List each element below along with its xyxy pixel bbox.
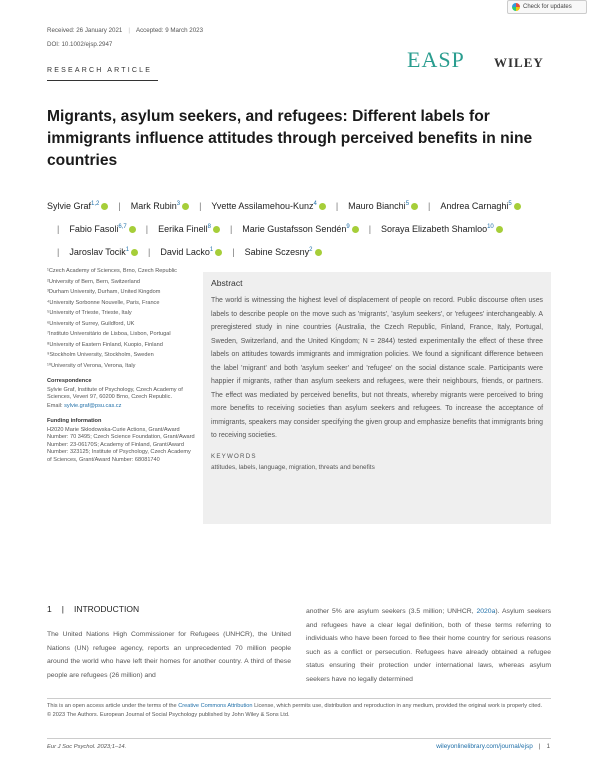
article-type: RESEARCH ARTICLE <box>47 67 153 74</box>
author[interactable] <box>381 224 503 234</box>
author-name: Mark Rubin <box>130 201 177 211</box>
author-separator: | <box>335 201 339 211</box>
email-label: Email: <box>47 402 63 409</box>
orcid-icon[interactable] <box>352 226 359 233</box>
affiliation: ²University of Bern, Bern, Switzerland <box>47 278 140 285</box>
section-heading <box>47 604 139 614</box>
affiliation: ⁵University of Trieste, Trieste, Italy <box>47 310 132 316</box>
orcid-icon[interactable] <box>129 226 136 233</box>
affiliation-list <box>47 268 197 370</box>
check-for-updates-button[interactable] <box>507 0 587 14</box>
author[interactable] <box>69 224 135 234</box>
email-link[interactable]: sylvie.graf@psu.cas.cz <box>64 402 122 409</box>
affiliation: ⁸University of Eastern Finland, Kuopio, Finland <box>47 341 163 348</box>
correspondence-heading: Correspondence <box>47 378 92 384</box>
author-separator: | <box>232 247 235 257</box>
easp-logo: EASP <box>407 47 465 72</box>
author-list <box>47 194 552 263</box>
orcid-icon[interactable] <box>101 203 108 210</box>
author-affiliation-sup: 1,2 <box>91 201 100 207</box>
author-separator: | <box>428 201 431 211</box>
author-separator: | <box>368 224 372 234</box>
email-line <box>47 403 197 411</box>
author-affiliation-sup: 1 <box>125 247 130 253</box>
funding-heading: Funding information <box>47 418 102 424</box>
keywords-text: attitudes, labels, language, migration, threats and benefits <box>211 463 375 471</box>
author[interactable] <box>242 224 358 234</box>
orcid-icon[interactable] <box>315 249 322 256</box>
abstract-text: The world is witnessing the highest level of displacement of people on record. Public discourse often uses labels to describe people on the move such as 'migrants', 'asylum seekers', or 'refugees' interchangeably. A preregistered study in nine countries (Australia, the Czech Republic, Finland, France, Italy, Portugal, Sweden, Switzerland, and the United Kingdom; N = 2844) tested experimentally the effect of these three labels on attitudes towards immigrants and immigration policies. We found a significant difference between the label 'migrant' and both 'asylum seeker' and 'refugee' on the social distance scale. Participants were happier if migrants, rather than asylum seekers and refugees, were their neighbours, friends, or partners. The effect was mediated by perceived benefits, but not threats, whereby migrants were perceived to bring more benefits to receiving societies than asylum seekers and refugees. To increase the acceptance of immigrants, speakers may consider specifying the given group and emphasize benefits that immigrants bring to receiving societies. <box>211 297 543 439</box>
citation-link[interactable]: 2020a <box>476 608 496 615</box>
footer-right <box>436 743 550 750</box>
affiliation: ³Durham University, Durham, United Kingdom <box>47 289 161 295</box>
author-affiliation-sup: 5 <box>508 201 512 207</box>
author[interactable] <box>440 201 520 211</box>
affiliations-sidebar <box>47 268 197 464</box>
author-name: Soraya Elizabeth Shamloo <box>381 224 488 234</box>
keywords-heading: KEYWORDS <box>211 452 257 460</box>
author-name: Sylvie Graf <box>47 201 92 211</box>
orcid-icon[interactable] <box>215 249 222 256</box>
author-name: Andrea Carnaghi <box>440 201 509 211</box>
author[interactable] <box>160 247 222 257</box>
creative-commons-link[interactable]: Creative Commons Attribution <box>178 703 253 709</box>
author[interactable] <box>69 247 138 257</box>
author-separator: | <box>229 224 233 234</box>
affiliation: ¹Czech Academy of Sciences, Brno, Czech Republic <box>47 268 177 274</box>
col2-rest: ). Asylum seekers and refugees have a clear legal definition, both of these terms referring to individuals who have been forced to flee their home country for serious reasons such as a conflict or persecution. Refugees have already obtained a refugee status ensuring their protection under international laws, whereas asylum seekers have no legally determined <box>306 608 551 683</box>
affiliation: ⁴University Sorbonne Nouvelle, Paris, France <box>47 299 160 306</box>
author-name: David Lacko <box>160 247 210 257</box>
journal-site-link[interactable]: wileyonlinelibrary.com/journal/ejsp <box>436 743 533 750</box>
author-separator: | <box>118 201 121 211</box>
orcid-icon[interactable] <box>496 226 503 233</box>
author-name: Mauro Bianchi <box>348 201 406 211</box>
author-name: Yvette Assilamehou-Kunz <box>211 201 314 211</box>
author-name: Marie Gustafsson Sendén <box>242 224 347 234</box>
abstract-heading: Abstract <box>211 278 243 288</box>
author-separator: | <box>145 224 149 234</box>
license-footnote <box>47 702 551 720</box>
author-name: Eerika Finell <box>158 224 208 234</box>
body-column-right <box>306 605 551 686</box>
author-affiliation-sup: 1 <box>209 247 214 253</box>
author-affiliation-sup: 9 <box>346 224 350 230</box>
section-number: 1 <box>47 604 52 614</box>
funding-text: H2020 Marie Skłodowska-Curie Actions, Grant/Award Number: 70 3495; Czech Science Foundation, Grant/Award Number: 23-06170S; Academy of Finland, Grant/Award Number: 323125; Institute of Psychology, Czech Academy of Sciences, Grant/Award Number: 68081740 <box>47 426 195 463</box>
journal-citation: Eur J Soc Psychol. 2023;1–14. <box>47 744 127 750</box>
correspondence-text: Sylvie Graf, Institute of Psychology, Czech Academy of Sciences, Veveri 97, 60200 Brno, Czech Republic. <box>47 386 183 400</box>
affiliation: ⁷Instituto Universitário de Lisboa, Lisbon, Portugal <box>47 331 171 337</box>
orcid-icon[interactable] <box>514 203 521 210</box>
section-separator: | <box>61 604 64 614</box>
footer-separator: | <box>538 743 541 750</box>
article-type-rule <box>47 80 158 81</box>
date-separator: | <box>128 27 130 34</box>
author-separator: | <box>199 201 202 211</box>
author[interactable] <box>47 201 108 211</box>
accepted-date: Accepted: 9 March 2023 <box>135 27 204 34</box>
page-number: 1 <box>546 743 550 750</box>
copyright: © 2023 The Authors. European Journal of Social Psychology published by John Wiley & Sons Ltd. <box>47 711 290 718</box>
author-affiliation-sup: 3 <box>176 201 181 207</box>
author-affiliation-sup: 2 <box>309 247 313 253</box>
affiliation: ⁶University of Surrey, Guildford, UK <box>47 320 135 327</box>
orcid-icon[interactable] <box>182 203 189 210</box>
orcid-icon[interactable] <box>319 203 326 210</box>
author[interactable] <box>131 201 189 211</box>
author-affiliation-sup: 5 <box>405 201 410 207</box>
license-intro: This is an open access article under the terms of the <box>47 703 177 709</box>
body-column-left: The United Nations High Commissioner for Refugees (UNHCR), the United Nations (UN) refugee agency, reports an unprecedented 70 million people around the world who have left their homes for another country. A third of these people are refugees (26 million) and <box>47 631 291 679</box>
publication-dates <box>47 27 203 34</box>
author-affiliation-sup: 8 <box>207 224 211 230</box>
author-separator: | <box>57 224 60 234</box>
doi[interactable]: DOI: 10.1002/ejsp.2947 <box>47 41 113 48</box>
col2-intro: another 5% are asylum seekers (3.5 million; UNHCR, <box>306 608 474 615</box>
author-name: Sabine Sczesny <box>244 247 310 257</box>
affiliation: ⁹Stockholm University, Stockholm, Sweden <box>47 352 154 358</box>
orcid-icon[interactable] <box>213 226 220 233</box>
check-updates-label: Check for updates <box>523 4 572 10</box>
abstract-box <box>203 272 551 524</box>
section-title: INTRODUCTION <box>73 604 140 614</box>
affiliation: ¹⁰University of Verona, Verona, Italy <box>47 362 136 369</box>
wiley-logo: WILEY <box>494 55 544 70</box>
article-title: Migrants, asylum seekers, and refugees: Different labels for immigrants influence attitudes through perceived benefits in nine countries <box>47 108 533 169</box>
author[interactable] <box>245 247 322 257</box>
author-affiliation-sup: 6,7 <box>118 224 127 230</box>
received-date: Received: 26 January 2021 <box>47 27 123 34</box>
author[interactable] <box>211 201 325 211</box>
license-rest: License, which permits use, distribution and reproduction in any medium, provided the original work is properly cited. <box>254 703 543 709</box>
orcid-icon[interactable] <box>411 203 418 210</box>
orcid-icon[interactable] <box>131 249 138 256</box>
author-name: Jaroslav Tocik <box>69 247 126 257</box>
footnote-rule <box>47 698 551 699</box>
author[interactable] <box>348 201 418 211</box>
update-badge-icon <box>512 3 520 11</box>
author-affiliation-sup: 4 <box>313 201 317 207</box>
footer-rule <box>47 738 551 739</box>
author-separator: | <box>148 247 151 257</box>
author[interactable] <box>158 224 220 234</box>
author-affiliation-sup: 10 <box>487 224 494 230</box>
author-separator: | <box>57 247 60 257</box>
author-name: Fabio Fasoli <box>69 224 119 234</box>
